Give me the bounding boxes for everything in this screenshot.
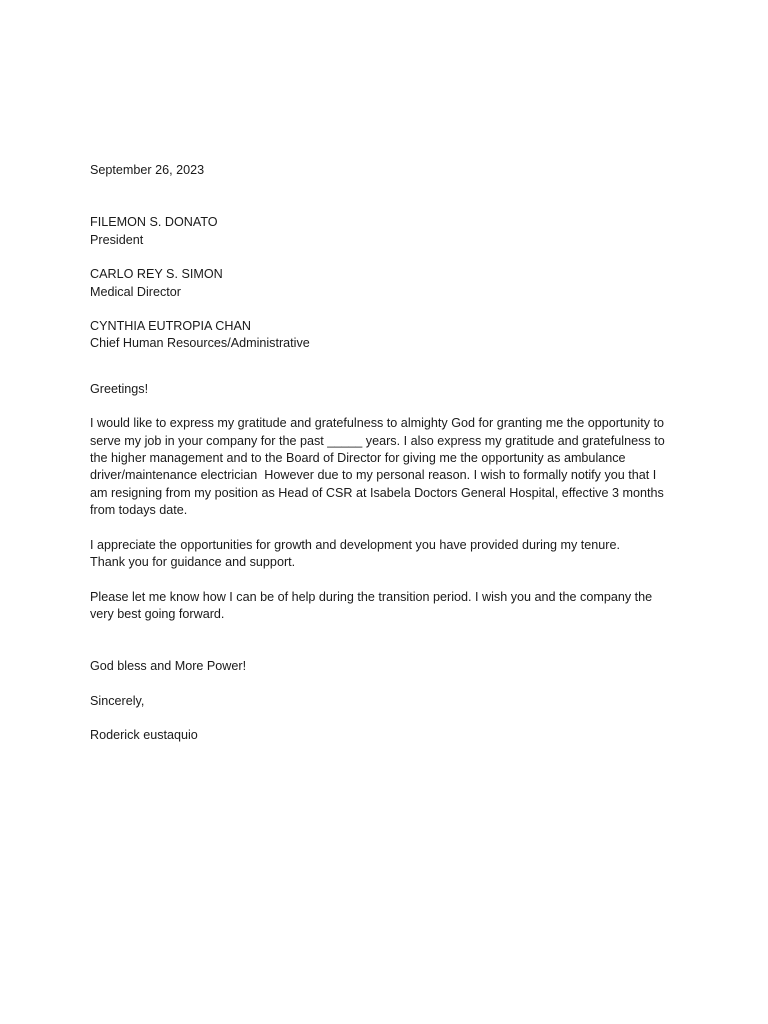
paragraph-line: driver/maintenance electrician However due to my personal reason. I wish to formally notify you that I — [90, 468, 657, 483]
recipient-block — [90, 266, 690, 301]
paragraph-line: serve my job in your company for the past _____ years. I also express my gratitude and gratefulness to — [90, 433, 665, 448]
resignation-letter — [90, 162, 690, 745]
paragraph-line: the higher management and to the Board of Director for giving me the opportunity as ambulance — [90, 451, 626, 466]
body-paragraph-2 — [90, 537, 690, 572]
recipient-title: Medical Director — [90, 284, 181, 299]
paragraph-line: I appreciate the opportunities for growth and development you have provided during my tenure. — [90, 537, 620, 552]
paragraph-line: am resigning from my position as Head of CSR at Isabela Doctors General Hospital, effective 3 months — [90, 485, 664, 500]
body-paragraph-3 — [90, 589, 690, 624]
recipient-title: President — [90, 232, 144, 247]
paragraph-line: very best going forward. — [90, 606, 225, 621]
blessing: God bless and More Power! — [90, 659, 247, 674]
recipient-name: CARLO REY S. SIMON — [90, 267, 223, 282]
greeting: Greetings! — [90, 381, 149, 396]
closing: Sincerely, — [90, 693, 145, 708]
recipient-name: CYNTHIA EUTROPIA CHAN — [90, 319, 251, 334]
recipient-block — [90, 214, 690, 249]
paragraph-line: I would like to express my gratitude and gratefulness to almighty God for granting me the opportunity to — [90, 416, 665, 431]
paragraph-line: Please let me know how I can be of help during the transition period. I wish you and the company the — [90, 589, 653, 604]
recipient-block — [90, 318, 690, 353]
recipient-title: Chief Human Resources/Administrative — [90, 336, 310, 351]
recipient-name: FILEMON S. DONATO — [90, 215, 218, 230]
signature-name: Roderick eustaquio — [90, 728, 198, 743]
paragraph-line: from todays date. — [90, 503, 188, 518]
body-paragraph-1 — [90, 415, 690, 519]
letter-date: September 26, 2023 — [90, 163, 205, 177]
paragraph-line: Thank you for guidance and support. — [90, 555, 296, 570]
